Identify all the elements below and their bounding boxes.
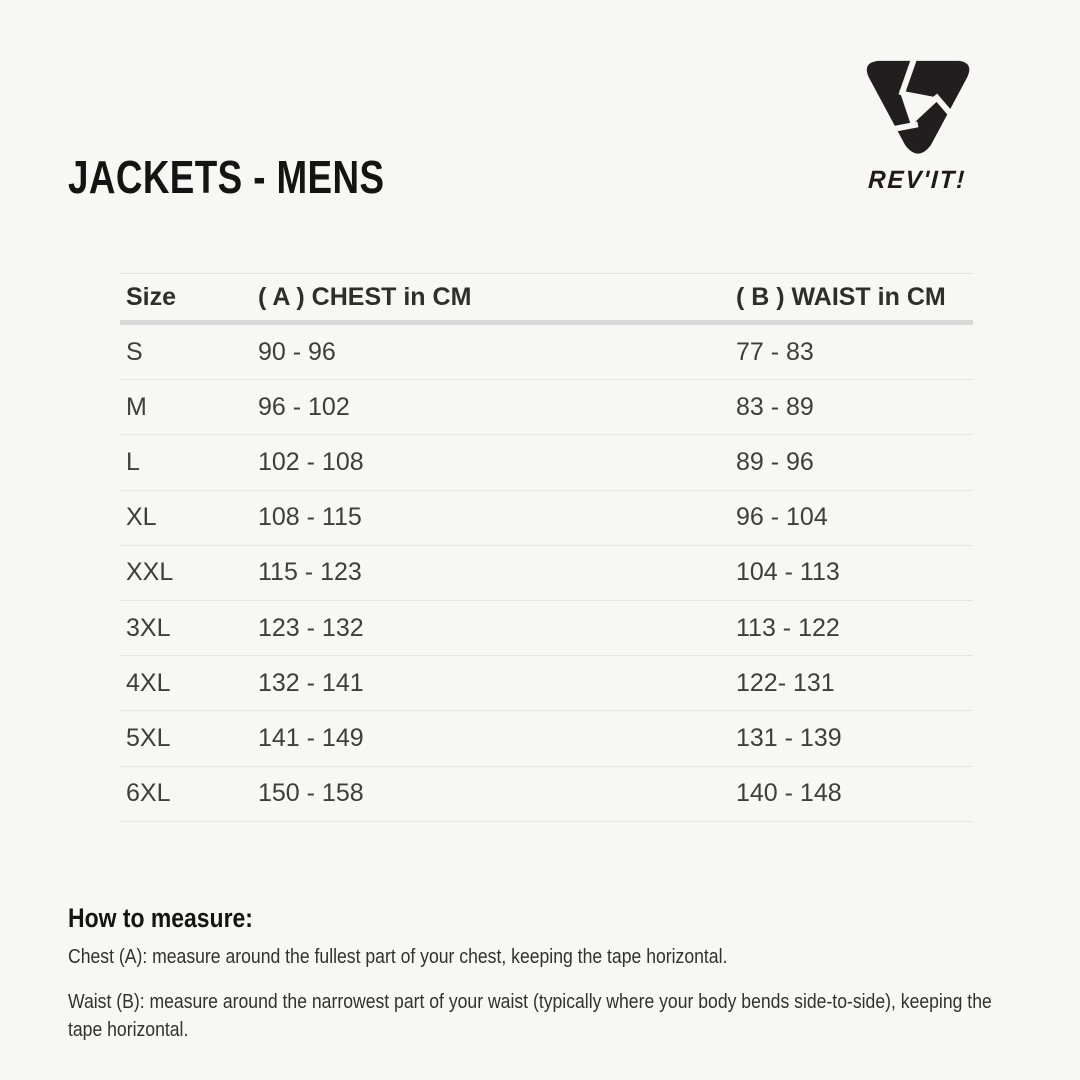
table-row bbox=[120, 767, 973, 822]
table-row bbox=[120, 491, 973, 546]
chest-cell: 141 - 149 bbox=[258, 723, 364, 752]
waist-cell: 131 - 139 bbox=[736, 723, 842, 752]
page-title: JACKETS - MENS bbox=[68, 151, 385, 203]
table-row bbox=[120, 601, 973, 656]
chest-cell: 90 - 96 bbox=[258, 337, 336, 366]
waist-cell: 77 - 83 bbox=[736, 337, 814, 366]
table-row bbox=[120, 380, 973, 435]
waist-cell: 122- 131 bbox=[736, 668, 835, 697]
table-row bbox=[120, 711, 973, 766]
brand-logo bbox=[846, 52, 990, 195]
size-table bbox=[120, 273, 973, 822]
chest-cell: 115 - 123 bbox=[258, 558, 362, 587]
table-row bbox=[120, 656, 973, 711]
chest-cell: 102 - 108 bbox=[258, 447, 364, 476]
waist-cell: 104 - 113 bbox=[736, 558, 840, 587]
waist-cell: 89 - 96 bbox=[736, 447, 814, 476]
revit-pinwheel-shield-icon bbox=[846, 52, 990, 162]
waist-cell: 140 - 148 bbox=[736, 779, 842, 808]
how-to-measure-heading: How to measure: bbox=[68, 903, 253, 933]
column-header-chest: ( A ) CHEST in CM bbox=[258, 282, 472, 311]
waist-cell: 83 - 89 bbox=[736, 392, 814, 421]
table-row bbox=[120, 435, 973, 490]
table-row bbox=[120, 325, 973, 380]
table-row bbox=[120, 546, 973, 601]
chest-cell: 150 - 158 bbox=[258, 779, 364, 808]
chest-instruction: Chest (A): measure around the fullest part of your chest, keeping the tape horizontal. bbox=[68, 946, 728, 968]
size-cell: 5XL bbox=[126, 723, 171, 752]
size-cell: 3XL bbox=[126, 613, 171, 642]
column-header-size: Size bbox=[126, 282, 177, 311]
chest-cell: 108 - 115 bbox=[258, 503, 362, 532]
column-header-waist: ( B ) WAIST in CM bbox=[736, 282, 946, 311]
size-cell: XL bbox=[126, 503, 157, 532]
brand-wordmark: REV'IT! bbox=[867, 166, 967, 194]
size-table-body bbox=[120, 325, 973, 822]
waist-instruction: Waist (B): measure around the narrowest part of your waist (typically where your body bends side-to-side), keeping the tape horizontal. bbox=[68, 991, 992, 1041]
chest-cell: 96 - 102 bbox=[258, 392, 350, 421]
size-cell: M bbox=[126, 392, 147, 421]
waist-cell: 96 - 104 bbox=[736, 503, 828, 532]
chest-cell: 132 - 141 bbox=[258, 668, 364, 697]
size-cell: XXL bbox=[126, 558, 174, 587]
size-cell: S bbox=[126, 337, 143, 366]
waist-cell: 113 - 122 bbox=[736, 613, 840, 642]
size-cell: 4XL bbox=[126, 668, 171, 697]
chest-cell: 123 - 132 bbox=[258, 613, 364, 642]
size-cell: L bbox=[126, 447, 140, 476]
size-table-header bbox=[120, 274, 973, 325]
size-cell: 6XL bbox=[126, 779, 171, 808]
